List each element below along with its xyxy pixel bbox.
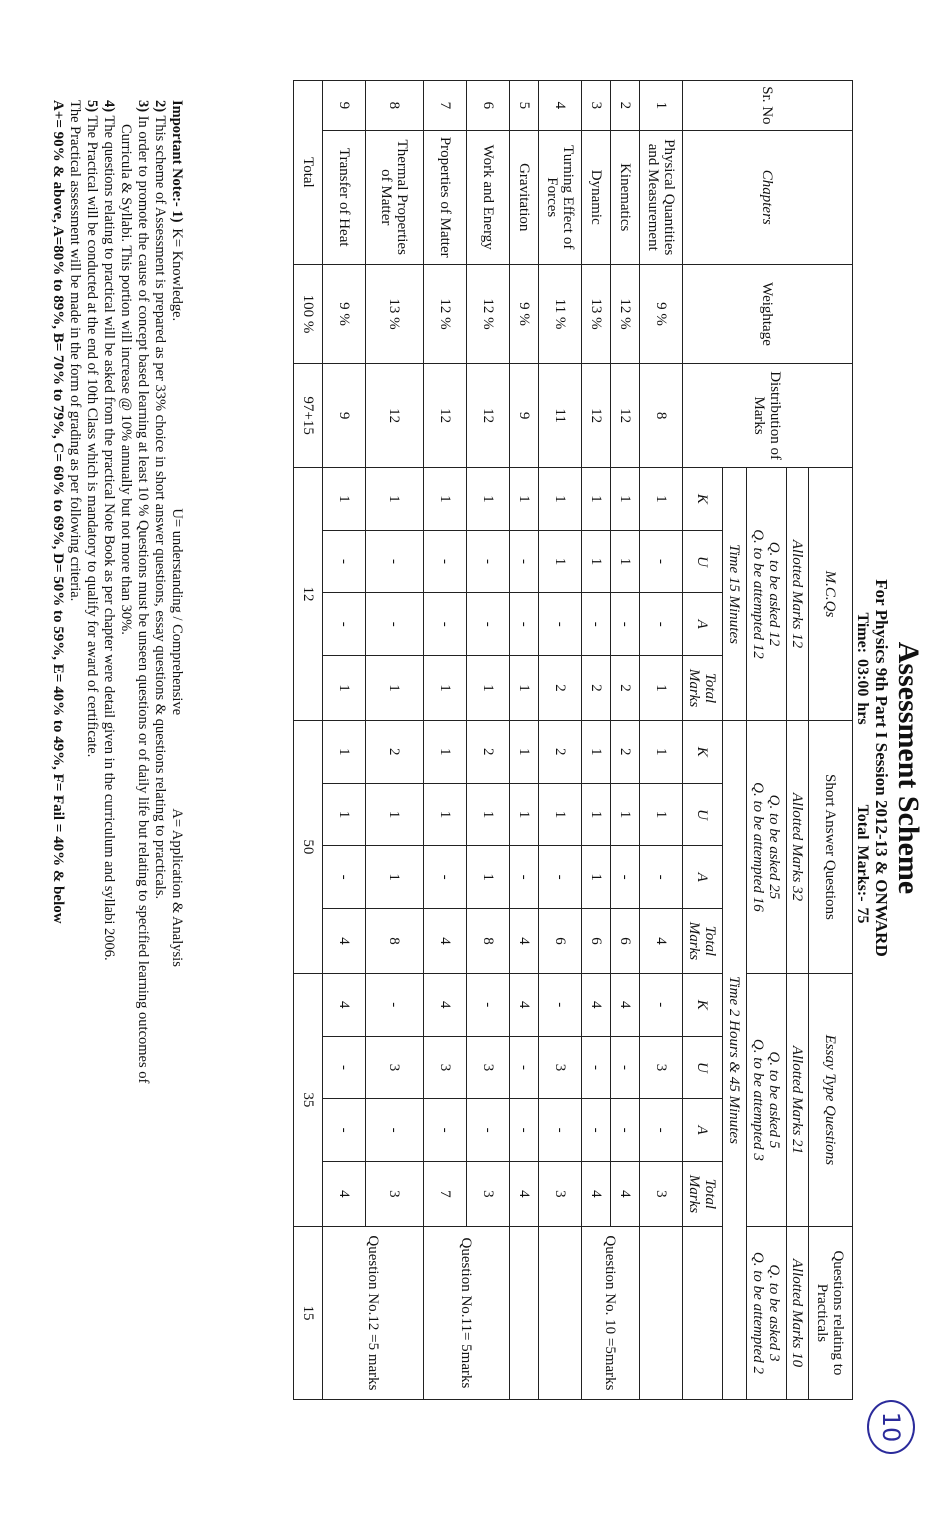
note-3: 3) In order to promote the cause of concept based learning at least 10 % Questions must be unseen questions or of daily life but relating to specified learning outcomes of bbox=[135, 100, 151, 1084]
row-essay-total: 4 bbox=[582, 1161, 611, 1226]
total-label: Total bbox=[294, 81, 323, 265]
row-essay-u: - bbox=[582, 1036, 611, 1099]
row-sr: 3 bbox=[582, 81, 611, 131]
row-mcq-a: - bbox=[323, 593, 366, 656]
grading-criteria: A+= 90% & above, A=80% to 89%, B= 70% to 79%, C= 60% to 69%, D= 50% to 59%, E= 40% to 49%, F= Fail = 40% & below bbox=[50, 100, 66, 924]
essay-asked: Q. to be asked 5 bbox=[766, 1051, 783, 1149]
row-sr: 5 bbox=[510, 81, 539, 131]
row-mcq-k: 1 bbox=[582, 467, 611, 530]
short-col-total: Total Marks bbox=[683, 909, 723, 974]
row-sr: 9 bbox=[323, 81, 366, 131]
practical-col-blank bbox=[683, 1226, 723, 1399]
practical-empty bbox=[510, 1226, 539, 1399]
col-header-chapters: Chapters bbox=[683, 130, 853, 264]
table-row bbox=[323, 81, 366, 1400]
row-short-k: 2 bbox=[366, 720, 424, 783]
table-row bbox=[640, 81, 683, 1400]
exam-time: Time: 03:00 hrs bbox=[854, 612, 871, 725]
row-short-k: 1 bbox=[640, 720, 683, 783]
note-3-continued: Curricula & Syllabi. This portion will increase @ 10% annually but not more than 30%. bbox=[118, 124, 134, 635]
row-short-a: 1 bbox=[467, 846, 510, 909]
col-header-sr-no: Sr. No bbox=[683, 81, 853, 131]
row-dist: 12 bbox=[582, 364, 611, 468]
row-mcq-u: - bbox=[510, 530, 539, 593]
row-dist: 8 bbox=[640, 364, 683, 468]
col-header-weightage: Weightage bbox=[683, 264, 853, 363]
legend-line bbox=[168, 100, 185, 1520]
row-sr: 1 bbox=[640, 81, 683, 131]
assessment-table bbox=[293, 80, 853, 1400]
mcq-questions bbox=[747, 467, 787, 720]
mcq-col-u: U bbox=[683, 530, 723, 593]
essay-col-a: A bbox=[683, 1099, 723, 1162]
row-essay-total: 4 bbox=[323, 1161, 366, 1226]
row-mcq-k: 1 bbox=[366, 467, 424, 530]
row-mcq-total: 1 bbox=[424, 656, 467, 721]
row-dist: 12 bbox=[366, 364, 424, 468]
essay-col-total: Total Marks bbox=[683, 1161, 723, 1226]
row-short-total: 8 bbox=[366, 909, 424, 974]
essay-attempted: Q. to be attempted 3 bbox=[750, 1038, 767, 1161]
row-weight: 9 % bbox=[640, 264, 683, 363]
row-short-a: - bbox=[539, 846, 582, 909]
row-essay-a: - bbox=[640, 1099, 683, 1162]
row-essay-k: - bbox=[366, 973, 424, 1036]
short-attempted: Q. to be attempted 16 bbox=[750, 782, 767, 912]
row-mcq-k: 1 bbox=[424, 467, 467, 530]
row-chapter: Gravitation bbox=[510, 130, 539, 264]
row-essay-k: - bbox=[539, 973, 582, 1036]
page-number-stamp: 10 bbox=[867, 1400, 915, 1454]
row-short-a: - bbox=[424, 846, 467, 909]
row-short-k: 1 bbox=[323, 720, 366, 783]
mcq-col-total: Total Marks bbox=[683, 656, 723, 721]
section-mcq-title: M.C.Qs bbox=[809, 467, 853, 720]
row-dist: 11 bbox=[539, 364, 582, 468]
row-mcq-k: 1 bbox=[640, 467, 683, 530]
short-asked: Q. to be asked 25 bbox=[766, 794, 783, 900]
row-essay-total: 7 bbox=[424, 1161, 467, 1226]
table-row bbox=[467, 81, 510, 1400]
a-definition: A= Application & Analysis bbox=[169, 808, 185, 967]
row-short-a: 1 bbox=[582, 846, 611, 909]
row-mcq-k: 1 bbox=[611, 467, 640, 530]
mcq-attempted: Q. to be attempted 12 bbox=[750, 529, 767, 659]
time-and-marks bbox=[853, 0, 871, 1536]
row-short-k: 1 bbox=[424, 720, 467, 783]
col-header-distribution: Distribution of Marks bbox=[683, 364, 853, 468]
row-essay-a: - bbox=[611, 1099, 640, 1162]
row-short-u: 1 bbox=[467, 783, 510, 846]
row-essay-a: - bbox=[582, 1099, 611, 1162]
table-row bbox=[510, 81, 539, 1400]
row-short-u: 1 bbox=[510, 783, 539, 846]
row-essay-u: - bbox=[510, 1036, 539, 1099]
row-short-a: - bbox=[510, 846, 539, 909]
row-chapter: Kinematics bbox=[611, 130, 640, 264]
row-essay-total: 3 bbox=[539, 1161, 582, 1226]
row-short-total: 8 bbox=[467, 909, 510, 974]
row-chapter: Dynamic bbox=[582, 130, 611, 264]
row-essay-u: - bbox=[611, 1036, 640, 1099]
row-short-a: - bbox=[323, 846, 366, 909]
row-short-u: 1 bbox=[323, 783, 366, 846]
row-essay-a: - bbox=[510, 1099, 539, 1162]
notes-section bbox=[49, 100, 185, 1520]
page-title: Assessment Scheme bbox=[892, 641, 925, 895]
row-mcq-total: 1 bbox=[467, 656, 510, 721]
essay-allotted: Allotted Marks 21 bbox=[787, 973, 809, 1226]
row-short-k: 1 bbox=[510, 720, 539, 783]
total-essay: 35 bbox=[294, 973, 323, 1226]
row-essay-total: 4 bbox=[510, 1161, 539, 1226]
row-mcq-a: - bbox=[582, 593, 611, 656]
row-essay-k: 4 bbox=[323, 973, 366, 1036]
row-essay-u: 3 bbox=[539, 1036, 582, 1099]
k-definition: K= Knowledge. bbox=[169, 228, 185, 322]
table-row bbox=[539, 81, 582, 1400]
section-short-title: Short Answer Questions bbox=[809, 720, 853, 973]
row-mcq-a: - bbox=[510, 593, 539, 656]
note-4: 4) The questions relating to practical will be asked from the practical Note Book as per chapter were detail given in the curriculum and syllabi 2006. bbox=[101, 100, 117, 961]
row-short-total: 6 bbox=[539, 909, 582, 974]
row-essay-total: 3 bbox=[467, 1161, 510, 1226]
row-short-k: 2 bbox=[611, 720, 640, 783]
row-weight: 13 % bbox=[582, 264, 611, 363]
row-weight: 9 % bbox=[510, 264, 539, 363]
row-mcq-u: - bbox=[424, 530, 467, 593]
row-essay-a: - bbox=[366, 1099, 424, 1162]
row-weight: 13 % bbox=[366, 264, 424, 363]
row-mcq-a: - bbox=[539, 593, 582, 656]
row-short-total: 4 bbox=[323, 909, 366, 974]
practical-asked: Q. to be asked 3 bbox=[766, 1264, 783, 1362]
essay-col-k: K bbox=[683, 973, 723, 1036]
row-essay-total: 3 bbox=[640, 1161, 683, 1226]
row-mcq-total: 2 bbox=[582, 656, 611, 721]
row-short-total: 4 bbox=[640, 909, 683, 974]
note-6: The Practical assessment will be made in the form of grading as per following criteria. bbox=[67, 100, 83, 602]
row-essay-a: - bbox=[323, 1099, 366, 1162]
row-dist: 12 bbox=[424, 364, 467, 468]
row-mcq-total: 1 bbox=[323, 656, 366, 721]
row-short-total: 4 bbox=[424, 909, 467, 974]
mcq-col-a: A bbox=[683, 593, 723, 656]
row-short-k: 2 bbox=[539, 720, 582, 783]
total-row bbox=[294, 81, 323, 1400]
row-mcq-k: 1 bbox=[323, 467, 366, 530]
row-chapter: Properties of Matter bbox=[424, 130, 467, 264]
row-short-a: 1 bbox=[366, 846, 424, 909]
row-mcq-u: 1 bbox=[582, 530, 611, 593]
row-mcq-u: - bbox=[640, 530, 683, 593]
row-mcq-total: 2 bbox=[539, 656, 582, 721]
page-subtitle: For Physics 9th Part I Session 2012-13 & ONWARD bbox=[872, 579, 891, 957]
row-mcq-k: 1 bbox=[510, 467, 539, 530]
row-mcq-total: 1 bbox=[366, 656, 424, 721]
row-essay-k: 4 bbox=[582, 973, 611, 1036]
row-mcq-a: - bbox=[640, 593, 683, 656]
row-mcq-a: - bbox=[467, 593, 510, 656]
row-weight: 12 % bbox=[467, 264, 510, 363]
header bbox=[853, 0, 925, 1536]
row-chapter: Thermal Properties of Matter bbox=[366, 130, 424, 264]
exam-total-marks: Total Marks:- 75 bbox=[854, 804, 871, 924]
row-essay-u: 3 bbox=[640, 1036, 683, 1099]
row-mcq-total: 1 bbox=[640, 656, 683, 721]
note-5: 5) The Practical will be conducted at the end of 10th Class which is mandatory to qualify for award of certificate. bbox=[84, 100, 100, 758]
row-essay-k: - bbox=[467, 973, 510, 1036]
row-mcq-a: - bbox=[611, 593, 640, 656]
row-essay-k: - bbox=[640, 973, 683, 1036]
row-chapter: Turning Effect of Forces bbox=[539, 130, 582, 264]
essay-col-u: U bbox=[683, 1036, 723, 1099]
row-weight: 12 % bbox=[424, 264, 467, 363]
mcq-time: Time 15 Minutes bbox=[723, 467, 747, 720]
short-questions bbox=[747, 720, 787, 973]
table-row bbox=[611, 81, 640, 1400]
short-allotted: Allotted Marks 32 bbox=[787, 720, 809, 973]
row-short-u: 1 bbox=[582, 783, 611, 846]
written-time: Time 2 Hours & 45 Minutes bbox=[723, 720, 747, 1399]
row-short-u: 1 bbox=[424, 783, 467, 846]
row-short-a: - bbox=[611, 846, 640, 909]
row-essay-total: 4 bbox=[611, 1161, 640, 1226]
row-dist: 9 bbox=[510, 364, 539, 468]
row-mcq-k: 1 bbox=[467, 467, 510, 530]
row-essay-k: 4 bbox=[510, 973, 539, 1036]
row-short-k: 1 bbox=[582, 720, 611, 783]
mcq-allotted: Allotted Marks 12 bbox=[787, 467, 809, 720]
practical-attempted: Q. to be attempted 2 bbox=[750, 1251, 767, 1374]
short-col-a: A bbox=[683, 846, 723, 909]
row-short-total: 6 bbox=[611, 909, 640, 974]
practical-note-q11: Question No.11= 5marks bbox=[424, 1226, 510, 1399]
row-mcq-u: 1 bbox=[539, 530, 582, 593]
short-col-u: U bbox=[683, 783, 723, 846]
row-essay-u: - bbox=[323, 1036, 366, 1099]
total-practical: 15 bbox=[294, 1226, 323, 1399]
row-dist: 12 bbox=[611, 364, 640, 468]
practical-empty bbox=[640, 1226, 683, 1399]
section-practical-title: Questions relating to Practicals bbox=[809, 1226, 853, 1399]
row-mcq-total: 1 bbox=[510, 656, 539, 721]
row-sr: 2 bbox=[611, 81, 640, 131]
row-chapter: Physical Quantities and Measurement bbox=[640, 130, 683, 264]
row-mcq-u: 1 bbox=[611, 530, 640, 593]
row-mcq-u: - bbox=[323, 530, 366, 593]
row-essay-k: 4 bbox=[424, 973, 467, 1036]
table-row bbox=[582, 81, 611, 1400]
total-dist: 97+15 bbox=[294, 364, 323, 468]
row-weight: 12 % bbox=[611, 264, 640, 363]
row-mcq-u: - bbox=[467, 530, 510, 593]
short-col-k: K bbox=[683, 720, 723, 783]
row-essay-k: 4 bbox=[611, 973, 640, 1036]
row-mcq-a: - bbox=[366, 593, 424, 656]
row-chapter: Transfer of Heat bbox=[323, 130, 366, 264]
total-mcq: 12 bbox=[294, 467, 323, 720]
mcq-col-k: K bbox=[683, 467, 723, 530]
row-sr: 7 bbox=[424, 81, 467, 131]
section-essay-title: Essay Type Questions bbox=[809, 973, 853, 1226]
row-mcq-k: 1 bbox=[539, 467, 582, 530]
row-sr: 8 bbox=[366, 81, 424, 131]
practical-empty bbox=[539, 1226, 582, 1399]
row-short-a: - bbox=[640, 846, 683, 909]
row-essay-u: 3 bbox=[424, 1036, 467, 1099]
row-essay-u: 3 bbox=[467, 1036, 510, 1099]
row-short-u: 1 bbox=[366, 783, 424, 846]
mcq-asked: Q. to be asked 12 bbox=[766, 541, 783, 647]
row-chapter: Work and Energy bbox=[467, 130, 510, 264]
total-weight: 100 % bbox=[294, 264, 323, 363]
row-essay-a: - bbox=[539, 1099, 582, 1162]
row-short-total: 4 bbox=[510, 909, 539, 974]
essay-questions bbox=[747, 973, 787, 1226]
row-short-total: 6 bbox=[582, 909, 611, 974]
practical-note-q12: Question No.12 =5 marks bbox=[323, 1226, 424, 1399]
table-row bbox=[366, 81, 424, 1400]
u-definition: U= understanding / Comprehensive bbox=[169, 508, 185, 716]
practical-allotted: Allotted Marks 10 bbox=[787, 1226, 809, 1399]
row-short-k: 2 bbox=[467, 720, 510, 783]
row-mcq-u: - bbox=[366, 530, 424, 593]
row-dist: 12 bbox=[467, 364, 510, 468]
row-mcq-total: 2 bbox=[611, 656, 640, 721]
row-weight: 11 % bbox=[539, 264, 582, 363]
row-mcq-a: - bbox=[424, 593, 467, 656]
row-essay-u: 3 bbox=[366, 1036, 424, 1099]
row-short-u: 1 bbox=[640, 783, 683, 846]
row-essay-total: 3 bbox=[366, 1161, 424, 1226]
important-note-label: Important Note:- 1) bbox=[169, 100, 185, 223]
row-dist: 9 bbox=[323, 364, 366, 468]
row-essay-a: - bbox=[467, 1099, 510, 1162]
row-essay-a: - bbox=[424, 1099, 467, 1162]
practical-note-q10: Question No. 10 =5marks bbox=[582, 1226, 640, 1399]
row-short-u: 1 bbox=[611, 783, 640, 846]
row-short-u: 1 bbox=[539, 783, 582, 846]
table-row bbox=[424, 81, 467, 1400]
row-sr: 6 bbox=[467, 81, 510, 131]
total-short: 50 bbox=[294, 720, 323, 973]
note-2: 2) This scheme of Assessment is prepared as per 33% choice in short answer questions, essay questions & questions relating to practicals. bbox=[152, 100, 168, 900]
row-sr: 4 bbox=[539, 81, 582, 131]
practical-questions bbox=[747, 1226, 787, 1399]
row-weight: 9 % bbox=[323, 264, 366, 363]
